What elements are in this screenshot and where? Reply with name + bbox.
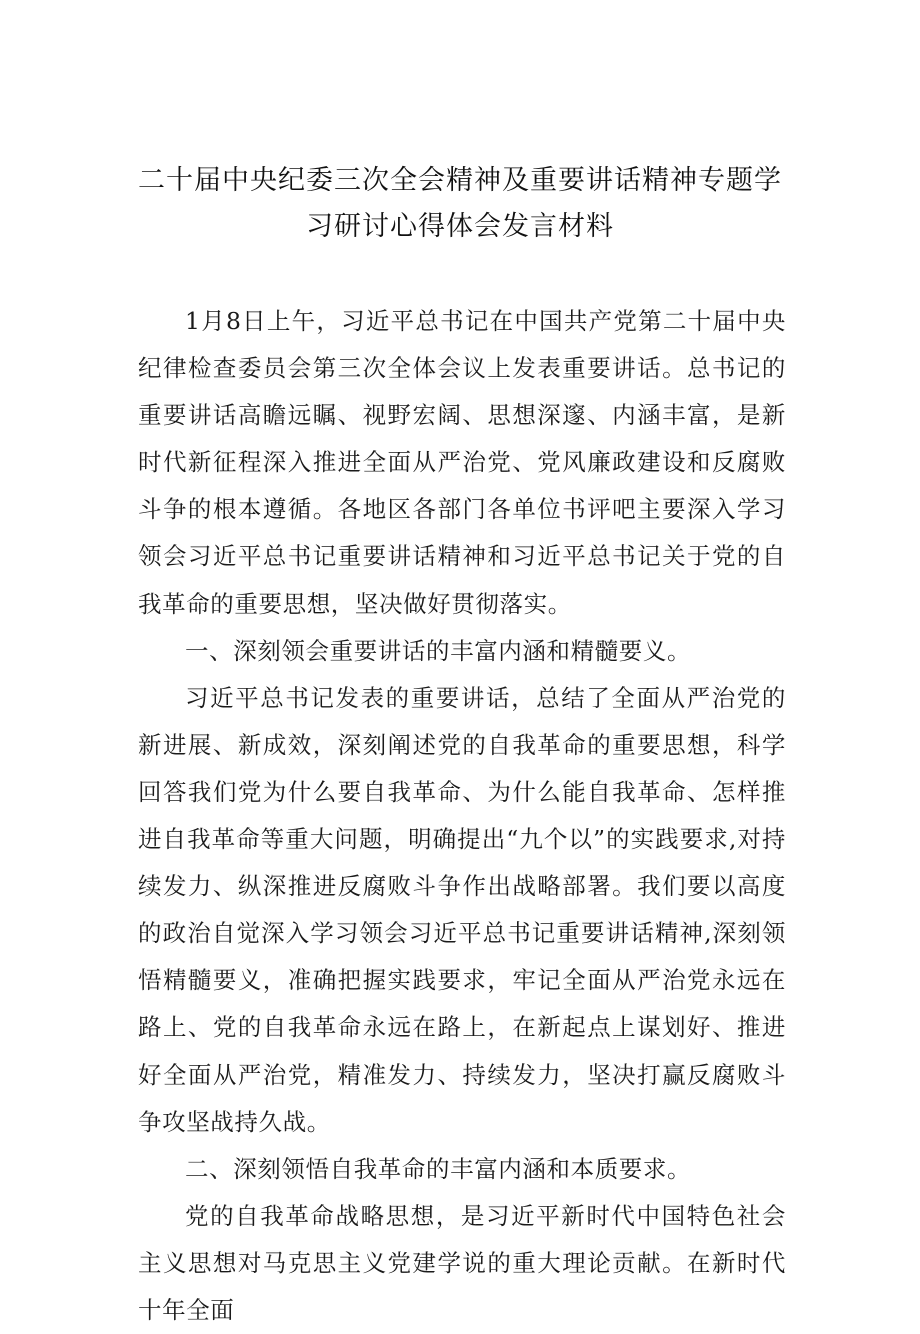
document-title <box>120 158 800 250</box>
section-heading-2: 二、深刻领悟自我革命的丰富内涵和本质要求。 <box>185 1154 692 1183</box>
paragraph-intro: 1月8日上午，习近平总书记在中国共产党第二十届中央纪律检查委员会第三次全体会议上发表重要讲话。总书记的重要讲话高瞻远瞩、视野宏阔、思想深邃、内涵丰富，是新时代新征程深入推进全面从严治党、党风廉政建设和反腐败斗争的根本遵循。各地区各部门各单位书评吧主要深入学习领会习近平总书记重要讲话精神和习近平总书记关于党的自我革命的重要思想，坚决做好贯彻落实。 <box>138 307 786 618</box>
paragraph-section-1: 习近平总书记发表的重要讲话，总结了全面从严治党的新进展、新成效，深刻阐述党的自我革命的重要思想，科学回答我们党为什么要自我革命、为什么能自我革命、怎样推进自我革命等重大问题，明确提出“九个以”的实践要求,对持续发力、纵深推进反腐败斗争作出战略部署。我们要以高度的政治自觉深入学习领会习近平总书记重要讲话精神,深刻领悟精髓要义，准确把握实践要求，牢记全面从严治党永远在路上、党的自我革命永远在路上，在新起点上谋划好、推进好全面从严治党，精准发力、持续发力，坚决打赢反腐败斗争攻坚战持久战。 <box>138 683 786 1136</box>
title-line-2: 习研讨心得体会发言材料 <box>306 211 614 242</box>
section-heading-1: 一、深刻领会重要讲话的丰富内涵和精髓要义。 <box>185 636 692 665</box>
paragraph-section-2: 党的自我革命战略思想，是习近平新时代中国特色社会主义思想对马克思主义党建学说的重大理论贡献。在新时代十年全面 <box>138 1201 786 1324</box>
document-body <box>138 298 786 1334</box>
title-line-1: 二十届中央纪委三次全会精神及重要讲话精神专题学 <box>138 165 782 196</box>
